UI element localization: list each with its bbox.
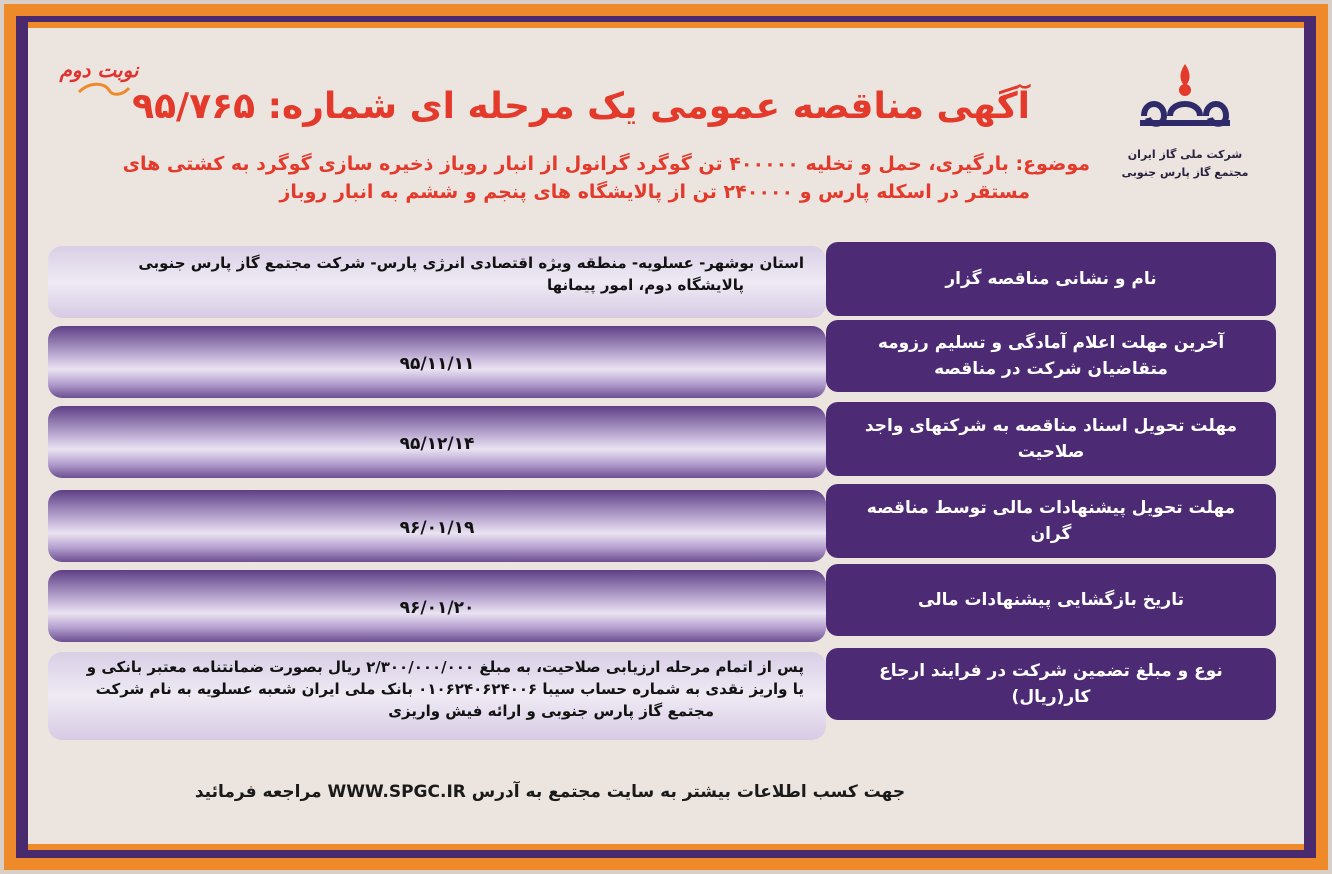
gas-flame-logo-icon [1130, 60, 1240, 140]
badge-text: نوبت دوم [59, 58, 139, 82]
logo-line-1: شرکت ملی گاز ایران [1127, 148, 1243, 161]
row-label-offers-deadline: مهلت تحویل پیشنهادات مالی توسط مناقصه گران [826, 484, 1276, 558]
top-stripe [28, 22, 1304, 28]
row-value-resume-deadline [48, 326, 826, 398]
page-title: آگهی مناقصه عمومی یک مرحله ای شماره: ۹۵/۷۶۵ [132, 86, 1030, 127]
opening-date: ۹۶/۰۱/۲۰ [399, 598, 475, 618]
row-value-opening-date [48, 570, 826, 642]
subject [90, 150, 1090, 206]
row-label-tenderer: نام و نشانی مناقصه گزار [826, 242, 1276, 316]
row-value-documents-deadline [48, 406, 826, 478]
row-label-resume-deadline: آخرین مهلت اعلام آمادگی و تسلیم رزومه متقاضیان شرکت در مناقصه [826, 320, 1276, 392]
resume-deadline-date: ۹۵/۱۱/۱۱ [399, 354, 475, 374]
swirl-icon [74, 80, 134, 100]
logo-line-2: مجتمع گاز پارس جنوبی [1121, 166, 1249, 179]
row-value-tenderer [48, 246, 826, 318]
row-value-offers-deadline [48, 490, 826, 562]
bottom-stripe [28, 844, 1304, 850]
guarantee-line-2: یا واریز نقدی به شماره حساب سیبا ۰۱۰۶۲۴۰۶۲۴۰۰۶ بانک ملی ایران شعبه عسلویه به نام شرکت [95, 680, 804, 698]
company-logo [1100, 60, 1270, 190]
guarantee-line-1: پس از اتمام مرحله ارزیابی صلاحیت، به مبلغ ۲/۳۰۰/۰۰۰/۰۰۰ ریال بصورت ضمانتنامه معتبر بانکی و [86, 658, 804, 676]
row-label-documents-deadline: مهلت تحویل اسناد مناقصه به شرکتهای واجد صلاحیت [826, 402, 1276, 476]
subject-line-2: مستقر در اسکله پارس و ۲۴۰۰۰۰ تن از پالایشگاه های پنجم و ششم به انبار روباز [279, 181, 1030, 203]
offers-deadline-date: ۹۶/۰۱/۱۹ [399, 518, 475, 538]
tenderer-line-1: استان بوشهر- عسلویه- منطقه ویژه اقتصادی انرژی پارس- شرکت مجتمع گاز پارس جنوبی [138, 254, 804, 272]
tenderer-line-2: پالایشگاه دوم، امور پیمانها [547, 276, 744, 294]
guarantee-line-3: مجتمع گاز پارس جنوبی و ارائه فیش واریزی [388, 702, 714, 720]
row-value-guarantee [48, 652, 826, 740]
row-label-opening-date: تاریخ بازگشایی پیشنهادات مالی [826, 564, 1276, 636]
documents-deadline-date: ۹۵/۱۲/۱۴ [399, 434, 475, 454]
subject-line-1: موضوع: بارگیری، حمل و تخلیه ۴۰۰۰۰۰ تن گوگرد گرانول از انبار روباز ذخیره سازی گوگرد به کشتی های [122, 153, 1090, 175]
footer-note: جهت کسب اطلاعات بیشتر به سایت مجتمع به آدرس WWW.SPGC.IR مراجعه فرمائید [194, 782, 906, 802]
row-label-guarantee: نوع و مبلغ تضمین شرکت در فرایند ارجاع کار(ریال) [826, 648, 1276, 720]
